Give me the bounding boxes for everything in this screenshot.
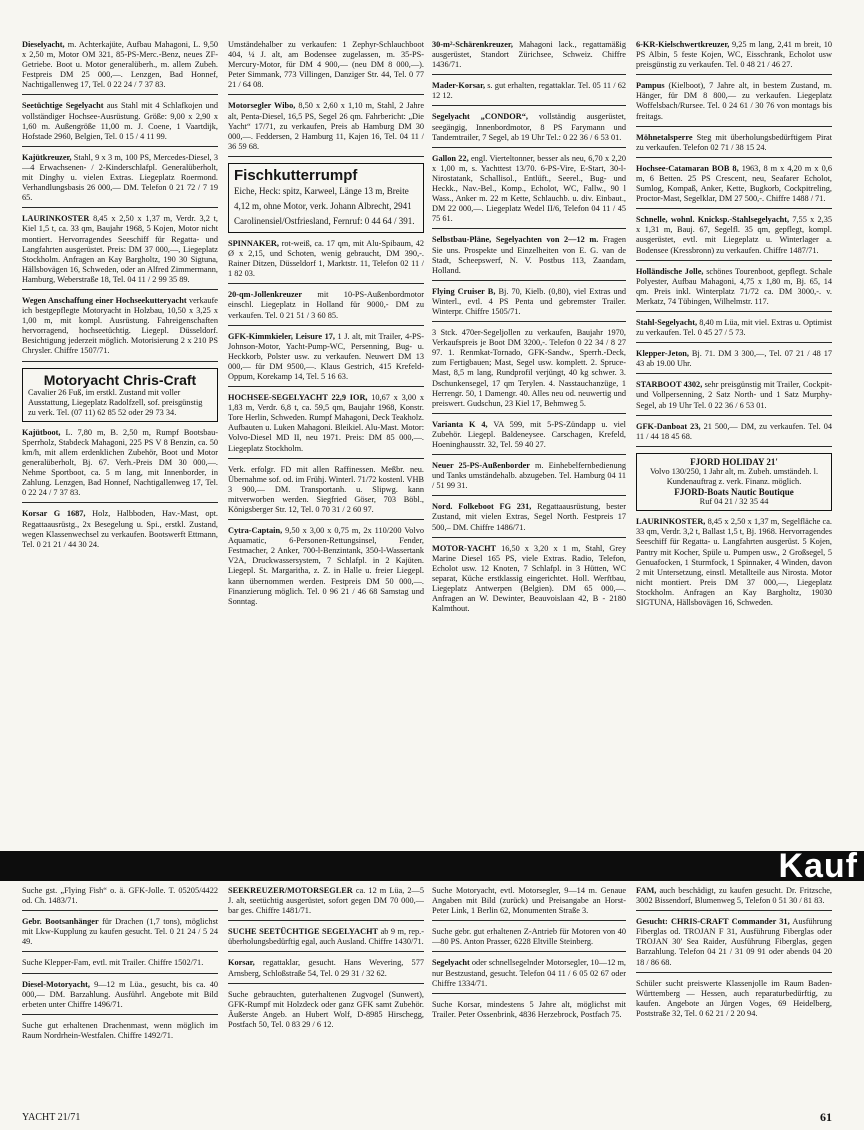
classified-ad	[636, 917, 832, 972]
ad-lead: GFK-Danboat 23,	[636, 421, 701, 431]
classified-ad	[22, 153, 218, 208]
classified-ad	[432, 544, 626, 619]
ad-lead: HOCHSEE-SEGELYACHT 22,9 IOR,	[228, 393, 368, 403]
ad-body: Ausführung Fiberglas od. TROJAN F 31, Ausführung Fiberglas oder TROJAN 30' Sea Raider, Ausführung Fiberglas, gegen Barzahlung. Telefon 04 21 / 31 09 91 oder abends 04 20 18 / 86 68.	[636, 917, 832, 967]
boxed-ad-text: Eiche, Heck: spitz, Karweel, Länge 13 m, Breite 4,12 m, ohne Motor, verk. Johann Albrecht, 2941 Carolinensiel/Ostfriesland, Fernruf: 0 44 64 / 391.	[234, 185, 415, 226]
classified-ad	[636, 40, 832, 75]
ad-body: Holz, Halbboden, Hav.-Mast, opt. Regattaausrüstg., 2x Besegelung u. Spi., erstkl. Zustand, wegen Klassenwechsel zu verkaufen. Bootswerft Ettmann, Tel. 0 21 21 / 44 30 24.	[22, 509, 218, 549]
page-number: 61	[820, 1110, 832, 1124]
ad-body: regattaklar, gesucht. Hans Wevering, 577 Arnsberg, Schloßstraße 54, Tel. 0 29 31 / 32 62.	[228, 958, 424, 978]
ad-lead: STARBOOT 4302,	[636, 380, 703, 390]
ad-lead: SEEKREUZER/MOTORSEGLER	[228, 886, 353, 895]
ad-body: ab 9 m, rep.-überholungsbedürftig egal, auch Ausland. Chiffre 1430/71.	[228, 927, 424, 947]
classified-ad	[22, 980, 218, 1015]
classified-ad	[432, 502, 626, 537]
ad-body: Bj. 71. DM 3 300,—, Tel. 07 21 / 48 17 43 ab 19.00 Uhr.	[636, 349, 832, 369]
ad-body: Mahagoni lack., regattamäßig ausgerüstet, Standort Zürichsee, Schweiz. Chiffre 1436/71.	[432, 40, 626, 70]
classified-ad	[22, 214, 218, 290]
ad-lead: Gesucht: CHRIS-CRAFT Commander 31,	[636, 917, 790, 927]
classified-ad	[228, 526, 424, 611]
ad-body: ca. 12 m Lüa, 2—5 J. alt, seetüchtig ausgerüstet, sofort gegen DM 70 000,— bar ges. Chiffre 1481/71.	[228, 886, 424, 916]
classified-ad	[22, 428, 218, 504]
ad-body: 9,25 m lang, 2,41 m breit, 10 PS Albin, 5 feste Kojen, WC, Eisschrank, Echolot usw preisgünstig zu verkaufen. Tel. 0 48 21 / 46 27.	[636, 40, 832, 70]
boxed-ad-headline: FJORD HOLIDAY 21'	[690, 456, 778, 467]
ad-body: Suche gebr. gut erhaltenen Z-Antrieb für Motoren von 40—80 PS. Anton Prasser, 6228 Eltville Steinberg.	[432, 927, 626, 947]
ad-body: 8,40 m Lüa, mit viel. Extras u. Optimist zu verkaufen. Tel. 0 45 27 / 5 73.	[636, 317, 832, 338]
boxed-ad-company: FJORD-Boats Nautic Boutique	[674, 487, 794, 498]
ad-lead: LAURINKOSTER,	[636, 517, 706, 527]
classified-ad	[22, 509, 218, 553]
classified-ad	[228, 958, 424, 983]
boxed-ad-text: Volvo 130/250, 1 Jahr alt, m. Zubeh. umständeh. l. Kundenauftrag z. verk. Finanz. möglich.	[649, 466, 819, 486]
ad-body: Umständehalber zu verkaufen: 1 Zephyr-Schlauchboot 404, ¼ J. alt, am Bodensee zugelassen, m. 35-PS-Mercury-Motor, für DM 4 900,— (neu DM 8 000,—). Peter Simmank, 773 Villingen, Danziger Str. 44, Tel. 0 77 21 / 64 08.	[228, 40, 424, 90]
classified-ad	[636, 422, 832, 447]
ad-lead: Nord. Folkeboot FG 231,	[432, 502, 532, 512]
ad-body: Stahl, 9 x 3 m, 100 PS, Mercedes-Diesel, 3—4 Erwachsenen- / 2-Kinderschlafpl. Generalüberholt, mit Dinghy u. vielen Extras. Liegeplatz Roermond. Verhandlungsbasis 26 000,— DM. Telefon 0 21 72 / 7 19 65.	[22, 152, 218, 203]
ad-lead: 6-KR-Kielschwertkreuzer,	[636, 40, 730, 49]
classified-ad	[228, 927, 424, 952]
classified-ad	[432, 235, 626, 280]
ad-body: 9—12 m Lüa., gesucht, bis ca. 40 000,— DM. Barzahlung. Ausführl. Angebote mit Bild erbeten unter Chiffre 1496/71.	[22, 979, 218, 1009]
classified-ad	[22, 101, 218, 146]
ad-body: s. gut erhalten, regattaklar. Tel. 05 11 / 62 12 12.	[432, 81, 626, 101]
classified-ad	[636, 886, 832, 911]
ad-body: 21 500,— DM, zu verkaufen. Tel. 04 11 / 44 18 45 68.	[636, 421, 832, 441]
classified-ad	[432, 328, 626, 414]
ad-lead: Korsar,	[228, 958, 255, 968]
classified-ad	[636, 81, 832, 126]
ad-lead: Dieselyacht,	[22, 40, 65, 49]
ad-lead: Selbstbau-Pläne, Segelyachten von 2—12 m.	[432, 235, 599, 245]
classified-ad	[22, 917, 218, 952]
classified-ad	[636, 164, 832, 209]
ad-body: Suche Korsar, mindestens 5 Jahre alt, möglichst mit Trailer. Peter Ossenbrink, 4836 Herzebrock, Postfach 75.	[432, 999, 626, 1019]
ad-body: 10,67 x 3,00 x 1,83 m, Verdr. 6,8 t, ca. 59,5 qm, Baujahr 1968, Konstr. Tore Herlin, Schweden. Rumpf Mahagoni, Deck Teakholz. Aufbauten u. Luken Mahagoni. Bleikiel. Alu-Mast. Motor: Volvo-Diesel MD II, neu 1971. Preis: DM 85 000,—. Liegeplatz Stockholm.	[228, 393, 424, 453]
boxed-ad	[636, 453, 832, 511]
ad-body: sehr preisgünstig mit Trailer, Cockpit- und Vollpersenning, 2 Satz North- und 1 Satz Murphy-Segel, ab 19 Uhr Tel. 0 22 36 / 6 53 01.	[636, 380, 832, 410]
ad-lead: FAM,	[636, 886, 657, 895]
ad-lead: Seetüchtige Segelyacht	[22, 101, 104, 111]
ad-body: Suche gebrauchten, guterhaltenen Zugvogel (Sunwert), GFK-Rumpf mit Holzdeck oder ganz GFK samt Zubehör. Äußerste Angeb. an Hubert Wolf, D-8985 Hirschegg, Postfach 50, Tel. 0 83 29 / 6 12.	[228, 989, 424, 1029]
ad-body: verkaufe ich bestgepflegte Motoryacht in Holzbau, 10,50 x 3,25 x 1,00 m, mit kompl. Ausrüstung. Fahreigenschaften hervorragend, hochseetüchtig. Liegepl. Düsseldorf. Besichtigung jederzeit möglich. Motorisierung 2 x 210 PS Chrysler. Chiffre 1507/71.	[22, 295, 218, 356]
classified-ad	[22, 296, 218, 362]
ad-lead: SPINNAKER,	[228, 238, 279, 248]
ad-lead: Schnelle, wohnl. Knicksp.-Stahlsegelyacht,	[636, 215, 790, 225]
ad-body: für Drachen (1,7 tons), möglichst mit Lkw-Kupplung zu kaufen gesucht. Tel. 0 21 24 / 5 24 49.	[22, 917, 218, 947]
classified-ad	[432, 420, 626, 455]
ad-lead: Gallon 22,	[432, 153, 469, 163]
classified-ad	[636, 979, 832, 1023]
ad-body: Bj. 70, Kielb. (0,80), viel Extras und Winterl., evtl. 4 PS Penta und gebremster Trailer. Winterpr. Chiffre 1505/71.	[432, 286, 626, 316]
column-3	[432, 40, 626, 848]
column-4-wanted	[636, 886, 832, 1100]
classified-ad	[228, 465, 424, 520]
ad-body: schönes Tourenboot, gepflegt. Schale Polyester, Aufbau Mahagoni, 4,75 x 1,80 m, Bj. 65, 14 qm. Preis inkl. Winterplatz 71/72 ca. DM 3000,-. v. Merkatz, 74 Tübingen, Wilhelmstr. 117.	[636, 266, 832, 306]
kauf-section-banner	[0, 847, 864, 885]
classified-ad	[636, 133, 832, 158]
ad-lead: Korsar G 1687,	[22, 509, 86, 519]
ad-body: Verk. erfolgr. FD mit allen Raffinessen. Meßbr. neu. Übernahme sof. od. im Frühj. Winterl. 71/72 kostenl. VHB 3 900,— DM. Transportanh. u. Slipwg. kann mitverworben werden. Siegfried Göser, 703 Böbl., Königsberger Str. 12, Tel. 0 70 31 / 2 60 97.	[228, 464, 424, 514]
classified-ad	[636, 267, 832, 312]
column-1-wanted	[22, 886, 218, 1100]
ad-body: L. 7,80 m, B. 2,50 m, Rumpf Bootsbau-Sperrholz, Stabdeck Mahagoni, 225 PS V 8 Benzin, ca. 50 km/h, mit allem erdenklichen Zubehör, Boot und Motor generalüberholt, Bj. 67. Verh.-Preis DM 30 000,—. Nehme Sportboot, ca. 5 m lang, mit Innenborder, in Zahlung. Lenzgen, Bad Honnef, Nachtigallenweg 17, Tel. 0 22 24 / 7 37 83.	[22, 427, 218, 498]
ad-body: engl. Vierteltonner, besser als neu, 6,70 x 2,20 x 1,00 m, s. Yachttest 13/70. 6-PS-Vire, E-Start, 30-l-Nirostatank, Schallisol., Entlüft., Seerel., Bug- und Heckk., Nav.-Bel., Komp., Echolot, WC, Fallw., 90 l Wass., Anker m. 22 m Kette, Schlauchb. u. div. Einbaut., DM 22 000,—. Liegeplatz Wedel II/6, Telefon 04 11 / 45 75 61.	[432, 153, 626, 224]
ad-body: 9,50 x 3,00 x 0,75 m, 2x 110/200 Volvo Aquamatic, 6-Personen-Rettungsinsel, Fender, Festmacher, 2 Anker, 700-l-Benzintank, 350-l-Wassertank V2A, Druckwassersystem, 7 Schlafpl. in 2 Kajüten. Liegepl. St. Margaritha, z. Z. in Halle u. freier Liegepl. kann übernommen werden. Festpreis DM 50 000,—. Finanzierung möglich. Tel. 0 96 21 / 46 68 Samstag und Sonntag.	[228, 526, 424, 606]
boxed-ad-headline: Motoryacht Chris-Craft	[43, 371, 197, 388]
classified-ad	[228, 886, 424, 921]
classified-ad	[228, 40, 424, 95]
ad-lead: Stahl-Segelyacht,	[636, 317, 698, 327]
classified-ad	[432, 461, 626, 496]
ad-lead: Diesel-Motoryacht,	[22, 979, 90, 989]
boxed-ad	[22, 368, 218, 422]
classified-ad	[636, 380, 832, 415]
column-1	[22, 40, 218, 848]
ad-body: Suche gut erhaltenen Drachenmast, wenn möglich im Raum Nordrhein-Westfalen. Chiffre 1492/71.	[22, 1020, 218, 1040]
ad-body: 8,50 x 2,60 x 1,10 m, Stahl, 2 Jahre alt, Penta-Diesel, 16,5 PS, Segel 26 qm. Fahrbericht: „Die Yacht“ 17/71, zu verkaufen, Preis ab Hamburg DM 30 000,—. Feddersen, 2 Hamburg 11, Kajen 16, Tel. 04 11 / 36 59 68.	[228, 101, 424, 151]
column-2-wanted	[228, 886, 424, 1100]
ad-lead: Cytra-Captain,	[228, 526, 283, 536]
classified-ad	[432, 886, 626, 921]
ad-lead: Varianta K 4,	[432, 419, 488, 429]
classified-ad	[432, 958, 626, 993]
classified-ad	[636, 215, 832, 260]
ad-body: 3 Stck. 470er-Segeljollen zu verkaufen, Baujahr 1970, Verkaufspreis je Boot DM 3200,-. Telefon 0 22 34 / 8 27 97. 1. Renmkat-Tornado, GFK-Sandw., Sperrh.-Deck, zum Fertigbauen; Mast, Segel usw. komplett. 2. Spruce-Mast, 8,5 m lang, Rundprofil verjüngt, 40 kg schwer. 3. Dschunkensegel, 17 qm Terylen. 4. Nasstauchanzüge, 1 Herrengr. 50, 1 Damengr. 40. Alles neu od. neuwertig und preiswert. Gudschun, 23 Kiel 17, Behmweg 5.	[432, 328, 626, 408]
ad-lead: Hochsee-Catamaran BOB 8,	[636, 163, 739, 173]
column-4	[636, 40, 832, 848]
classified-ad	[432, 40, 626, 75]
ad-body: Suche Motoryacht, evtl. Motorsegler, 9—14 m. Genaue Angaben mit Bild (zurück) und Preisangabe an Horst-Peter Link, 1 Berlin 62, Monumenten Straße 3.	[432, 886, 626, 916]
ad-body: Regattaausrüstung, bester Zustand, mit vielen Extras, Segel North. Festpreis 17 500,– DM. Chiffre 1486/71.	[432, 502, 626, 532]
classified-ad	[228, 239, 424, 284]
boxed-ad	[228, 163, 424, 233]
boxed-ad-phone: Ruf 04 21 / 32 35 44	[699, 497, 769, 507]
classified-ad	[22, 886, 218, 911]
classified-ad	[228, 393, 424, 459]
ad-body: vollständig ausgerüstet, seegängig, Innenbordmotor, 8 PS Farymann und Tandemtrailer, 7 Segel, ab 19 Uhr Tel.: 0 22 36 / 6 53 01.	[432, 112, 626, 142]
ad-lead: Wegen Anschaffung einer Hochseekutteryacht	[22, 295, 187, 305]
classified-ad	[228, 101, 424, 156]
column-2	[228, 40, 424, 848]
ad-body: mit 10-PS-Außenbordmotor einschl. Liegeplatz in Holland für 9000,- DM zu verkaufen. Tel. 0 21 51 / 3 60 85.	[228, 290, 424, 320]
classified-ad	[432, 927, 626, 952]
column-3-wanted	[432, 886, 626, 1100]
boxed-ad-headline: Fischkutterrumpf	[234, 166, 358, 184]
ad-lead: Möhnetalsperre	[636, 132, 693, 142]
ad-body: VA 599, mit 5-PS-Zündapp u. viel Zubehör. Liegepl. Baldeneysee. Carschagen, Krefeld, Hoeninghausstr. 32, Tel. 59 40 27.	[432, 419, 626, 449]
ad-lead: MOTOR-YACHT	[432, 543, 497, 553]
ad-body: Fragen Sie uns. Prospekte und Einzelheiten von E. G. van de Stadt, Scheepswerf, N. V. Postbus 113, Zaandam, Holland.	[432, 235, 626, 275]
kauf-heading: Kauf	[778, 847, 858, 885]
classified-ad	[432, 112, 626, 147]
classified-ad	[432, 1000, 626, 1024]
classified-ad	[432, 154, 626, 230]
magazine-issue: YACHT 21/71	[22, 1112, 81, 1123]
ad-body: aus Stahl mit 4 Schlafkojen und vollständiger Hochsee-Ausrüstung. Größe: 9,00 x 2,90 x 1,60 m. Außengröße 11,00 m. J. Coene, 1 Vaartdijk, Hofstade 2960, Belgien, Tel. 0 15 / 4 11 99.	[22, 101, 218, 141]
ad-body: 1 J. alt, mit Trailer, 4-PS-Johnson-Motor, Yacht-Pump-WC, Persenning, Bug- u. Heckkorb, Polster usw. zu verkaufen. Neuwert DM 13 000,— für DM 9500,—. Klaus Gestrich, 415 Krefeld-Oppum, Korekamp 14, Tel. 5 16 63.	[228, 331, 424, 381]
ad-body: rot-weiß, ca. 17 qm, mit Alu-Spibaum, 42 Ø x 2,15, und Schoten, wenig gebraucht, DM 390,-. Rainer Ditzen, Düsseldorf 1, Marktstr. 11, Telefon 02 11 / 1 82 03.	[228, 238, 424, 279]
classified-ad	[22, 40, 218, 95]
classified-ad	[432, 287, 626, 322]
ad-lead: Gebr. Bootsanhänger	[22, 917, 99, 927]
classified-ad	[228, 990, 424, 1034]
ad-body: m. Einhebelfernbedienung und Tanks umständehalb. abzugeben. Tel. Hamburg 04 11 / 51 99 31.	[432, 461, 626, 491]
ad-body: Schüler sucht preiswerte Klassenjolle im Raum Baden-Württemberg — Hessen, auch reparaturbedürftig, zu kaufen. Angebote an Jürgen Voges, 69 Heidelberg, Poststraße 32, Tel. 0 62 21 / 2 20 94.	[636, 978, 832, 1018]
ad-lead: Klepper-Jeton,	[636, 349, 689, 359]
ad-lead: Flying Cruiser B,	[432, 286, 496, 296]
classified-ad	[22, 958, 218, 973]
classified-ad	[22, 1021, 218, 1045]
ad-body: auch beschädigt, zu kaufen gesucht. Dr. Fritzsche, 3002 Bissendorf, Blumenweg 5, Telefon 0 51 30 / 81 83.	[636, 886, 832, 906]
ad-body: Steg mit überholungsbedürftigem Pirat zu verkaufen. Telefon 02 71 / 38 15 24.	[636, 132, 832, 152]
boxed-ad-text: Cavalier 26 Fuß, im erstkl. Zustand mit voller Ausstattung, Liegeplatz Radolfzell, sof. preisgünstig zu verk. Tel. (07 11) 62 85 52 oder 29 73 34.	[28, 387, 203, 417]
classified-ad	[636, 517, 832, 612]
ad-body: oder schnellsegelnder Motorsegler, 10—12 m, nur Bestzustand, gesucht. Telefon 04 11 / 6 05 02 67 oder Chiffre 1334/71.	[432, 958, 626, 988]
ad-lead: Neuer 25-PS-Außenborder	[432, 461, 530, 471]
ad-body: m. Achterkajüte, Aufbau Mahagoni, L. 9,50 x 2,50 m, Motor OM 321, 85-PS-Merc.-Benz, neues ZF-Getriebe. Boot u. Motor generalüberh., m. allem Zubeh. Festpreis DM 25 000,—. Lenzgen, Bad Honnef, Nachtigallenweg 17, Tel. 0 22 24 / 7 37 83.	[22, 40, 218, 90]
ad-lead: Pampus	[636, 81, 665, 91]
ad-lead: 20-qm-Jollenkreuzer	[228, 290, 303, 300]
ad-lead: Segelyacht	[432, 958, 470, 968]
ad-body: 7,55 x 2,35 x 1,31 m, Bauj. 67, Segelfl. 35 qm, gepflegt, kompl. ausgerüstet, evtl. mit Liegeplatz u. Winterlager a. Bodensee (Kressbronn) zu verkaufen. Chiffre 1487/71.	[636, 215, 832, 255]
ad-lead: Mader-Korsar,	[432, 81, 486, 91]
ad-lead: Kajütboot,	[22, 427, 61, 437]
ad-body: (Kielboot), 7 Jahre alt, in bestem Zustand, m. Hänger, für DM 8 800,— zu verkaufen. Liegeplatz Woffelsbach/Rursee. Tel. 0 24 61 / 30 76 von montags bis freitags.	[636, 81, 832, 121]
ad-body: 1963, 8 m x 4,20 m x 0,6 m, 6 Betten. 25 PS Crescent, neu, Seafarer Echolot, Sumlog, Kompaß, Anker, Kette, Bugkorb, Cockpitreling, Proctor-Mast, Segelklar, DM 27 500,-. Chiffre 1488 / 71.	[636, 163, 832, 204]
ad-lead: GFK-Kimmkieler, Leisure 17,	[228, 331, 335, 341]
ad-lead: Motorsegler Wibo,	[228, 101, 296, 111]
classified-ad	[636, 349, 832, 374]
ad-lead: SUCHE SEETÜCHTIGE SEGELYACHT	[228, 927, 379, 937]
ad-lead: 30-m²-Schärenkreuzer,	[432, 40, 513, 49]
ad-body: 8,45 x 2,50 x 1,37 m, Verdr. 3,2 t, Kiel 1,5 t, ca. 33 qm, Baujahr 1968, 5 Kojen, Motor nicht montiert. Hervorragendes Seeschiff für Regatta- und Langfahrten ausgerüstet. Preis: DM 37 000,—, Liegeplatz Stockholm. Anfragen an Kay Bargholtz, 190 30 Sigtuna, Hällsbovägen 16, Schweden, oder an Alfred Zimmermann, Hamburg, Weberstraße 18, Tel. 04 11 / 2 99 35 89.	[22, 214, 218, 284]
classified-ad	[228, 332, 424, 387]
ad-lead: LAURINKOSTER	[22, 214, 90, 224]
ad-body: 8,45 x 2,50 x 1,37 m, Segelfläche ca. 33 qm, Verdr. 3,2 t, Ballast 1,5 t, Bj. 1968. Hervorragendes Seeschiff für Regatta- u. Langfahrten ausgerüst. 5 Kojen, Pantry mit Kocher, Spüle u. Pumpen usw., 2 Großsegel, 5 Genuafocken, 1 Sturmfock, 1 Spinnaker, 4 Winden, davon 2 mit Untersetzung, einstl. Metallteile aus Nirosta. Motor nicht montiert. Preis DM 37 000,—, Liegeplatz Stockholm. Anfragen an Kay Bargholtz, 19030 SIGTUNA, Hällsbovägen 16, Schweden.	[636, 517, 832, 608]
ad-body: 16,50 x 3,20 x 1 m, Stahl, Grey Marine Diesel 165 PS, viele Extras. Radio, Telefon, Echolot usw. 12 Knoten, 7 Schlafpl. in 3 Hütten, WC separat, Küche erstklassig eingerichtet. Holl. Werftbau, Liegeplatz Antwerpen (Belgien). DM 65 000,—. Anfragen an W. Dewinter, Beauvoislaan 42, B - 2180 Kalmthout.	[432, 543, 626, 614]
ad-lead: Kajütkreuzer,	[22, 152, 72, 162]
ad-body: Suche Klepper-Fam, evtl. mit Trailer. Chiffre 1502/71.	[22, 958, 204, 968]
ad-lead: Segelyacht „CONDOR“,	[432, 112, 528, 122]
classified-ad	[432, 81, 626, 106]
classified-ad	[636, 318, 832, 343]
classified-ad	[228, 290, 424, 325]
ad-lead: Holländische Jolle,	[636, 266, 704, 276]
ad-body: Suche gst. „Flying Fish“ o. ä. GFK-Jolle. T. 05205/4422 od. Ch. 1483/71.	[22, 886, 218, 906]
